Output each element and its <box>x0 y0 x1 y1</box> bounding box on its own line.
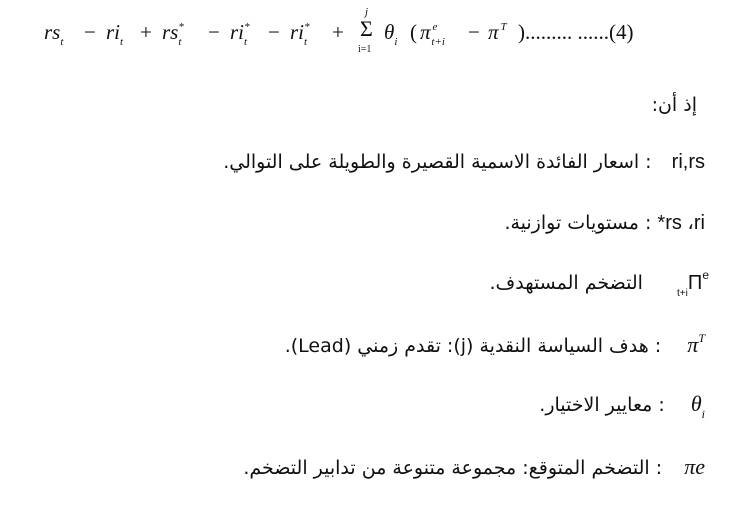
intro-text: إذ أن: <box>651 94 697 116</box>
definition-text: : مستويات توازنية. <box>504 212 652 234</box>
symbol-pi-e-t-plus-i: $_{t+i}\Pi^e$ <box>677 268 709 299</box>
eq-operator: + <box>332 20 344 44</box>
eq-term-ri-star: $ri_t^*$ <box>290 20 310 48</box>
eq-operator: − <box>208 20 220 44</box>
definition-2 <box>504 210 705 240</box>
symbol-pi-T: $\pi^T$ <box>687 331 705 357</box>
eq-operator: + <box>140 20 152 44</box>
sum-lower-limit: i=1 <box>358 44 372 55</box>
definition-3 <box>489 268 709 302</box>
definition-1 <box>223 151 705 181</box>
symbol-theta-i: $\theta_i$ <box>690 391 705 421</box>
sum-upper-limit: j <box>365 6 369 18</box>
eq-number: )......... ......(4) <box>518 20 634 44</box>
eq-operator: − <box>268 20 280 44</box>
eq-term-ri: $ri_t$ <box>106 20 124 48</box>
eq-operator: − <box>84 20 96 44</box>
eq-pi-target: π $^T$ <box>488 20 507 44</box>
eq-term-rs-star: $rs_t^*$ <box>162 20 184 48</box>
definition-text: : التضخم المتوقع: مجموعة متنوعة من تدابير التضخم. <box>243 457 663 479</box>
equation-4 <box>44 6 644 60</box>
eq-theta: $\theta_i$ <box>384 20 398 48</box>
symbol-ri-rs: ri,rs <box>671 151 705 173</box>
definition-text: : معايير الاختيار. <box>539 394 665 416</box>
definition-text: : هدف السياسة النقدية (j): تقدم زمني (Lead). <box>284 335 662 357</box>
eq-term-rs: $rs_t$ <box>44 20 64 48</box>
symbol-rs-ri-star: rs ،ri* <box>657 212 705 234</box>
definition-6 <box>243 454 705 484</box>
definition-text: : اسعار الفائدة الاسمية القصيرة والطويلة على التوالي. <box>223 151 652 173</box>
definition-text: التضخم المستهدف. <box>489 272 643 294</box>
summation-sign: Σ <box>360 16 373 41</box>
eq-operator: − <box>468 20 480 44</box>
definition-5 <box>539 391 705 421</box>
eq-paren: ( <box>410 20 417 44</box>
eq-pi-expected: π $^e_{t+i}$ <box>420 20 445 48</box>
symbol-pi-e: πe <box>684 454 705 479</box>
eq-term-ri-star: $ri_t^*$ <box>230 20 250 48</box>
definition-4 <box>285 332 705 362</box>
